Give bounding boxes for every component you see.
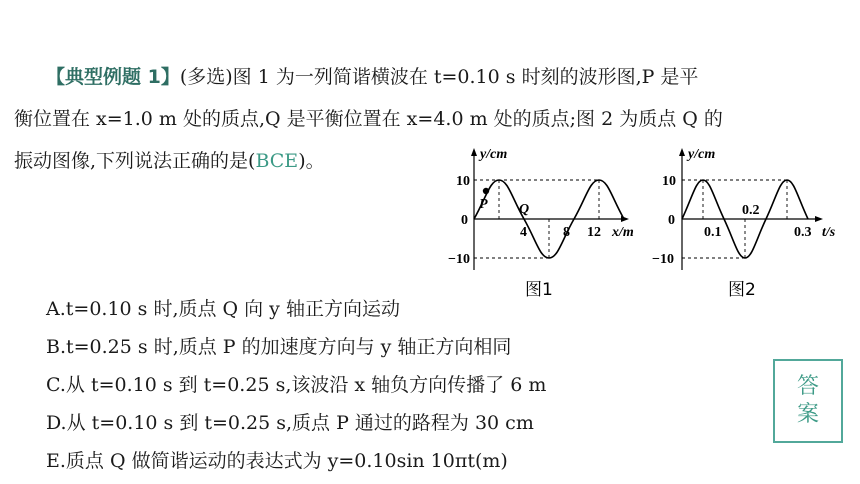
fig1-ylabel: y/cm bbox=[480, 147, 508, 162]
fig1-tick-y-top: 10 bbox=[456, 174, 470, 189]
fig2-tick-y-zero: 0 bbox=[668, 213, 675, 228]
question-line-3 bbox=[14, 148, 325, 174]
fig1-tick-x-12: 12 bbox=[587, 225, 601, 240]
fig2-ylabel: y/cm bbox=[688, 147, 716, 162]
figure-2-vibration-graph bbox=[648, 140, 854, 300]
example-tag: 【典型例题 1】 bbox=[46, 66, 180, 88]
fig2-tick-x-0.2: 0.2 bbox=[742, 203, 760, 218]
option-a: A.t=0.10 s 时,质点 Q 向 y 轴正方向运动 bbox=[46, 298, 400, 320]
question-text-3: 振动图像,下列说法正确的是( bbox=[14, 150, 256, 172]
fig1-label-p: P bbox=[479, 197, 488, 212]
question-line-1 bbox=[46, 64, 698, 90]
option-c: C.从 t=0.10 s 到 t=0.25 s,该波沿 x 轴负方向传播了 6 m bbox=[46, 374, 547, 396]
fig2-xlabel: t/s bbox=[822, 225, 836, 240]
fig1-tick-y-bottom: −10 bbox=[448, 252, 470, 267]
fig1-label-q: Q bbox=[519, 202, 530, 217]
question-text-3-end: )。 bbox=[298, 150, 325, 172]
fig2-caption: 图2 bbox=[728, 280, 756, 300]
option-d: D.从 t=0.10 s 到 t=0.25 s,质点 P 通过的路程为 30 cm bbox=[46, 412, 534, 434]
question-line-2 bbox=[14, 106, 723, 132]
fig1-y-arrow bbox=[471, 148, 477, 156]
fig2-tick-y-top: 10 bbox=[662, 174, 676, 189]
fig1-caption: 图1 bbox=[525, 280, 553, 300]
fig1-tick-x-4: 4 bbox=[520, 225, 527, 240]
option-e: E.质点 Q 做简谐运动的表达式为 y=0.10sin 10πt(m) bbox=[46, 450, 508, 472]
answer-button[interactable] bbox=[773, 359, 843, 443]
question-text-1: (多选)图 1 为一列简谐横波在 t=0.10 s 时刻的波形图,P 是平 bbox=[179, 66, 699, 88]
fig2-x-arrow bbox=[815, 216, 823, 222]
option-b: B.t=0.25 s 时,质点 P 的加速度方向与 y 轴正方向相同 bbox=[46, 336, 512, 358]
figure-1-wave-graph bbox=[440, 140, 650, 300]
fig2-tick-x-0.1: 0.1 bbox=[704, 225, 722, 240]
fig1-tick-x-8: 8 bbox=[563, 225, 570, 240]
fig1-tick-y-zero: 0 bbox=[461, 213, 468, 228]
fig2-tick-x-0.3: 0.3 bbox=[794, 225, 812, 240]
answer-button-line-2: 案 bbox=[796, 402, 819, 427]
answer-button-line-1: 答 bbox=[796, 374, 819, 399]
fig1-xlabel: x/m bbox=[612, 225, 634, 240]
fig1-point-p bbox=[483, 188, 489, 194]
fig2-tick-y-bottom: −10 bbox=[652, 252, 674, 267]
fig2-y-arrow bbox=[679, 148, 685, 156]
question-text-2: 衡位置在 x=1.0 m 处的质点,Q 是平衡位置在 x=4.0 m 处的质点;图 2 为质点 Q 的 bbox=[14, 108, 723, 130]
answer-text: BCE bbox=[255, 150, 299, 172]
